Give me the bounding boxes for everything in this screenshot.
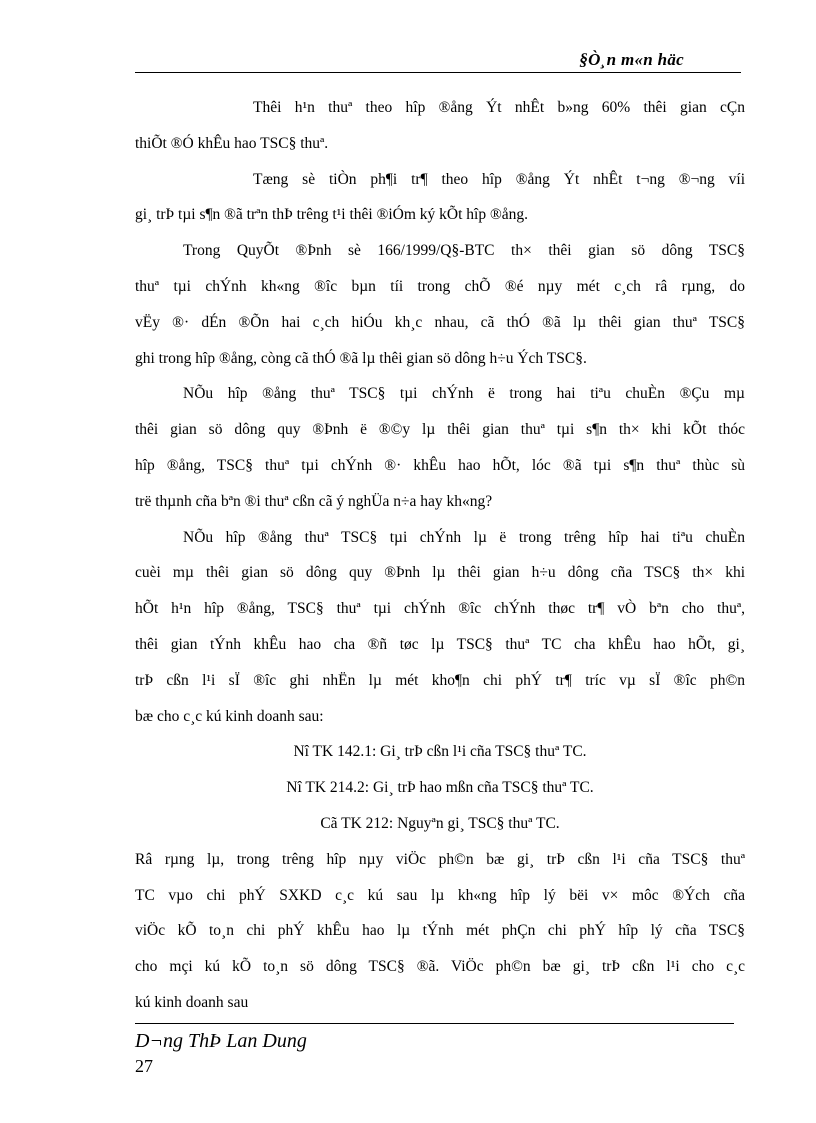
paragraph [135, 233, 745, 376]
journal-entry-credit-212: Cã TK 212: Nguyªn gi¸ TSC§ thuª TC. [320, 814, 560, 832]
footer-author: D¬ng ThÞ Lan Dung [135, 1030, 307, 1052]
journal-entry-debit-214: Nî TK 214.2: Gi¸ trÞ hao mßn cña TSC§ thuª TC. [286, 779, 594, 797]
header-rule [135, 72, 741, 73]
paragraph [135, 520, 745, 735]
text-line: cuèi mµ thêi gian sö dông quy ®Þnh lµ thêi gian h÷u dông cña TSC§ th× khi [135, 564, 745, 582]
text-line: vËy ®· dÉn ®Õn hai c¸ch hiÓu kh¸c nhau, cã thÓ ®ã lµ thêi gian thuª TSC§ [135, 313, 745, 331]
paragraph [135, 162, 745, 234]
text-line: trÞ cßn l¹i sÏ ®îc ghi nhËn lµ mét kho¶n chi phÝ tr¶ tríc vµ sÏ ®îc ph©n [135, 671, 745, 689]
text-line: hîp ®ång, TSC§ thuª tµi chÝnh ®· khÊu hao hÕt, lóc ®ã tµi s¶n thuª thùc sù [135, 456, 745, 474]
text-line: gi¸ trÞ tµi s¶n ®ã trªn thÞ trêng t¹i thêi ®iÓm ký kÕt hîp ®ång. [135, 206, 529, 224]
paragraph [135, 842, 745, 1021]
text-line: TC vµo chi phÝ SXKD c¸c kú sau lµ kh«ng hîp lý bëi v× môc ®Ých cña [135, 886, 745, 904]
text-line: kú kinh doanh sau [135, 993, 249, 1011]
document-body [135, 90, 745, 1021]
text-line: thêi gian tÝnh khÊu hao cha ®ñ tøc lµ TSC§ thuª TC cha khÊu hao hÕt, gi¸ [135, 635, 745, 653]
text-line: viÖc kÕ to¸n chi phÝ khÊu hao lµ tÝnh mét phÇn chi phÝ hîp lý cña TSC§ [135, 922, 745, 940]
text-line: NÕu hîp ®ång thuª TSC§ tµi chÝnh ë trong hai tiªu chuÈn ®Çu mµ [183, 385, 745, 403]
paragraph [135, 90, 745, 162]
page-number: 27 [135, 1056, 153, 1076]
text-line: trë thµnh cña bªn ®i thuª cßn cã ý nghÜa n÷a hay kh«ng? [135, 492, 493, 510]
text-line: NÕu hîp ®ång thuª TSC§ tµi chÝnh lµ ë trong trêng hîp hai tiªu chuÈn [183, 528, 745, 546]
text-line: thêi gian sö dông quy ®Þnh ë ®©y lµ thêi gian thuª tµi s¶n th× khi kÕt thóc [135, 421, 745, 439]
text-line: hÕt h¹n hîp ®ång, TSC§ thuª tµi chÝnh ®îc chÝnh thøc tr¶ vÒ bªn cho thuª, [135, 600, 745, 618]
header-title: §Ò¸n m«n häc [579, 50, 684, 69]
paragraph [135, 376, 745, 519]
text-line: bæ cho c¸c kú kinh doanh sau: [135, 707, 324, 725]
journal-entry-debit-142: Nî TK 142.1: Gi¸ trÞ cßn l¹i cña TSC§ thuª TC. [293, 743, 587, 761]
text-line: cho mçi kú kÕ to¸n sö dông TSC§ ®ã. ViÖc ph©n bæ gi¸ trÞ cßn l¹i cho c¸c [135, 958, 745, 976]
text-line: Tæng sè tiÒn ph¶i tr¶ theo hîp ®ång Ýt nhÊt t¬ng ®¬ng víi [253, 170, 745, 188]
text-line: Râ rµng lµ, trong trêng hîp nµy viÖc ph©n bæ gi¸ trÞ cßn l¹i cña TSC§ thuª [135, 850, 745, 868]
text-line: thiÕt ®Ó khÊu hao TSC§ thuª. [135, 134, 329, 152]
text-line: thuª tµi chÝnh kh«ng ®îc bµn tíi trong chÕ ®é nµy mét c¸ch râ rµng, do [135, 277, 745, 295]
text-line: Thêi h¹n thuª theo hîp ®ång Ýt nhÊt b»ng 60% thêi gian cÇn [253, 99, 745, 116]
text-line: ghi trong hîp ®ång, còng cã thÓ ®ã lµ thêi gian sö dông h÷u Ých TSC§. [135, 349, 587, 367]
journal-entries [135, 734, 745, 841]
footer-rule [135, 1023, 734, 1024]
text-line: Trong QuyÕt ®Þnh sè 166/1999/Q§-BTC th× thêi gian sö dông TSC§ [183, 242, 745, 260]
